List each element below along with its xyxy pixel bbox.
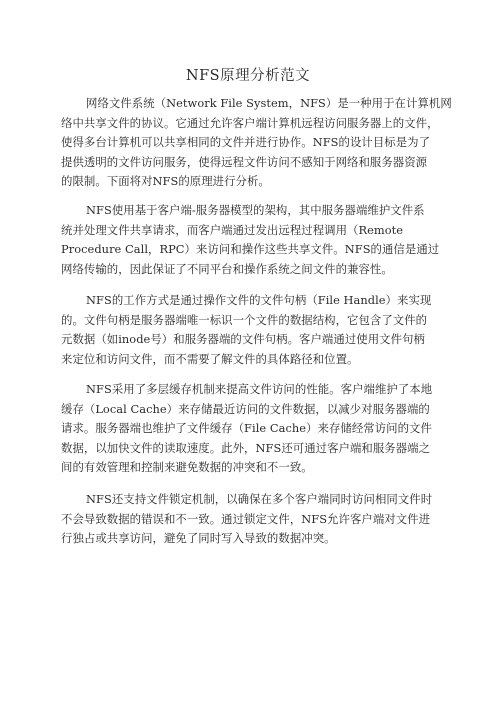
paragraph-line: 的限制。下面将对NFS的原理进行分析。	[61, 174, 270, 188]
paragraph-line: 间的有效管理和控制来避免数据的冲突和不一致。	[61, 460, 313, 474]
paragraph-line: 络中共享文件的协议。它通过允许客户端计算机远程访问服务器上的文件，	[61, 115, 439, 130]
paragraph-line: NFS还支持文件锁定机制，以确保在多个客户端同时访问相同文件时	[86, 492, 433, 506]
paragraph-line: 行独占或共享访问，避免了同时写入导致的数据冲突。	[61, 531, 336, 545]
paragraph-line: NFS使用基于客户端-服务器模型的架构，其中服务器端维护文件系	[86, 203, 425, 217]
paragraph-line: 提供透明的文件访问服务，使得远程文件访问不感知于网络和服务器资源	[61, 154, 428, 169]
paragraph-line: 元数据（如inode号）和服务器端的文件句柄。客户端通过使用文件句柄	[61, 332, 425, 346]
paragraph-1	[61, 94, 452, 192]
paragraph-3	[61, 291, 441, 369]
paragraph-line: 数据，以加快文件的读取速度。此外，NFS还可通过客户端和服务器端之	[61, 440, 431, 455]
paragraph-5	[61, 490, 441, 549]
paragraph-line: 请求。服务器端也维护了文件缓存（File Cache）来存储经常访问的文件	[61, 421, 432, 435]
paragraph-line: NFS的工作方式是通过操作文件的文件句柄（File Handle）来实现	[86, 293, 432, 307]
paragraph-line: 使得多台计算机可以共享相同的文件并进行协作。NFS的设计目标是为了	[61, 135, 431, 149]
paragraph-4	[61, 380, 441, 478]
paragraph-line: 网络传输的，因此保证了不同平台和操作系统之间文件的兼容性。	[61, 261, 393, 276]
paragraph-line: 统并处理文件共享请求，而客户端通过发出远程过程调用（Remote	[61, 222, 404, 237]
paragraph-line: 网络文件系统（Network File System，NFS）是一种用于在计算机网	[86, 96, 452, 110]
paragraph-line: 的。文件句柄是服务器端唯一标识一个文件的数据结构，它包含了文件的	[61, 312, 428, 327]
paragraph-line: 来定位和访问文件，而不需要了解文件的具体路径和位置。	[61, 351, 359, 366]
paragraph-line: NFS采用了多层缓存机制来提高文件访问的性能。客户端维护了本地	[86, 382, 433, 396]
paragraph-2	[61, 201, 441, 279]
document-title: NFS原理分析范文	[185, 68, 311, 84]
paragraph-line: 缓存（Local Cache）来存储最近访问的文件数据，以减少对服务器端的	[61, 401, 430, 416]
paragraph-line: 不会导致数据的错误和不一致。通过锁定文件，NFS允许客户端对文件进	[61, 511, 431, 526]
paragraph-line: Procedure Call，RPC）来访问和操作这些共享文件。NFS的通信是通过	[61, 242, 440, 256]
